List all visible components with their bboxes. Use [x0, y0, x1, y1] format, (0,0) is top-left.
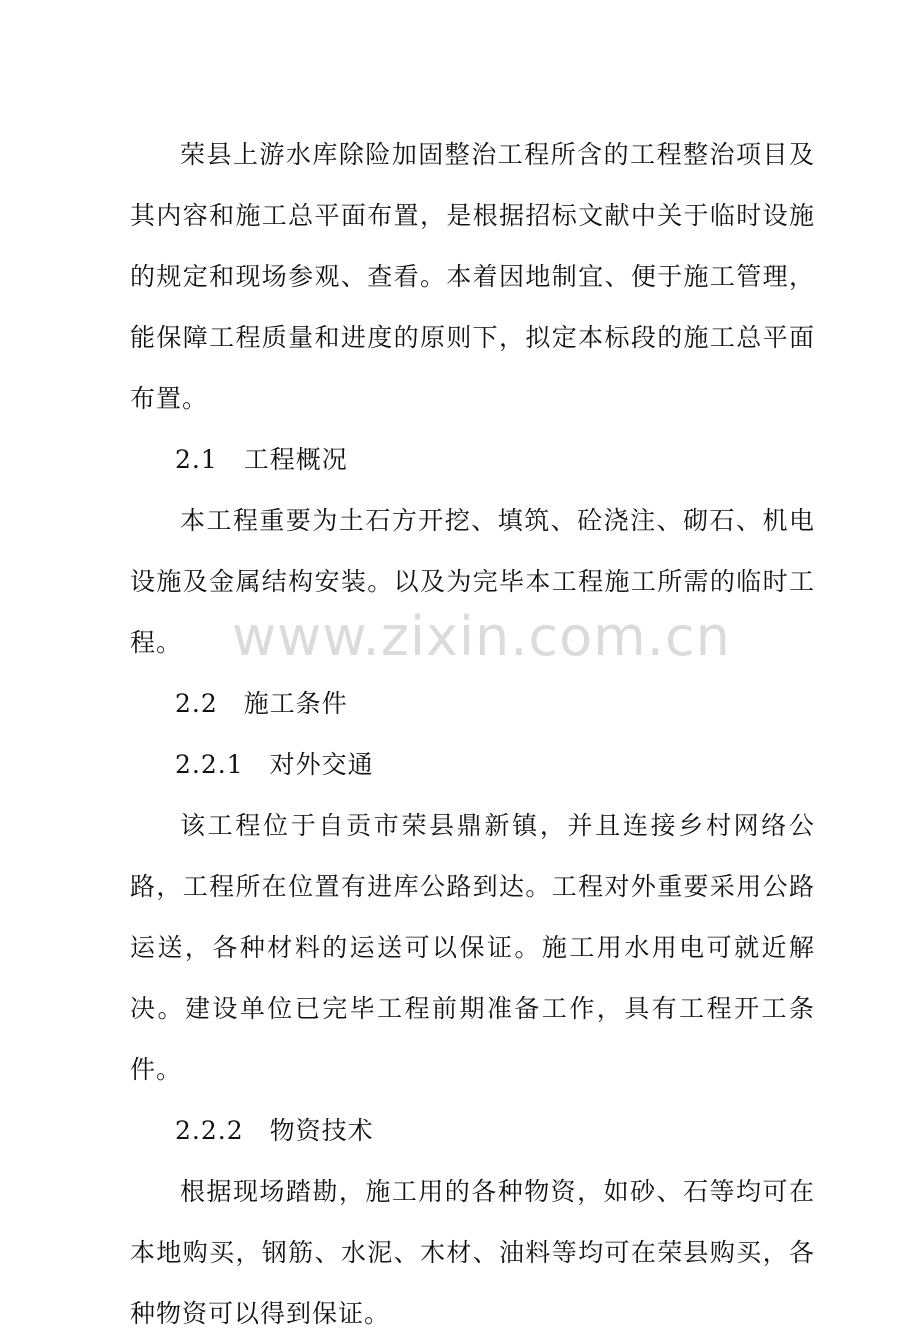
section-title: 施工条件	[243, 689, 348, 718]
paragraph-project-overview: 本工程重要为土石方开挖、填筑、砼浇注、砌石、机电设施及金属结构安装。以及为完毕本工程施工所需的临时工程。	[130, 506, 815, 657]
section-heading-2-2-1	[130, 734, 815, 795]
watermark-text: www.zixin.com.cn	[232, 605, 731, 668]
section-title: 对外交通	[269, 750, 374, 779]
section-number: 2.2	[175, 689, 218, 718]
section-number: 2.2.2	[175, 1116, 244, 1145]
paragraph-intro: 荣县上游水库除险加固整治工程所含的工程整治项目及其内容和施工总平面布置，是根据招标文献中关于临时设施的规定和现场参观、查看。本着因地制宜、便于施工管理，能保障工程质量和进度的原则下，拟定本标段的施工总平面布置。	[130, 140, 815, 413]
section-heading-2-1	[130, 429, 815, 490]
document-body	[130, 124, 815, 1344]
section-title: 物资技术	[269, 1116, 374, 1145]
paragraph-materials-technology: 根据现场踏勘，施工用的各种物资，如砂、石等均可在本地购买，钢筋、水泥、木材、油料等均可在荣县购买，各种物资可以得到保证。	[130, 1177, 815, 1328]
section-heading-2-2-2	[130, 1100, 815, 1161]
paragraph-external-traffic: 该工程位于自贡市荣县鼎新镇，并且连接乡村网络公路，工程所在位置有进库公路到达。工程对外重要采用公路运送，各种材料的运送可以保证。施工用水用电可就近解决。建设单位已完毕工程前期准备工作，具有工程开工条件。	[130, 811, 815, 1084]
section-heading-2-2	[130, 673, 815, 734]
section-number: 2.1	[175, 445, 218, 474]
section-title: 工程概况	[243, 445, 348, 474]
section-number: 2.2.1	[175, 750, 244, 779]
